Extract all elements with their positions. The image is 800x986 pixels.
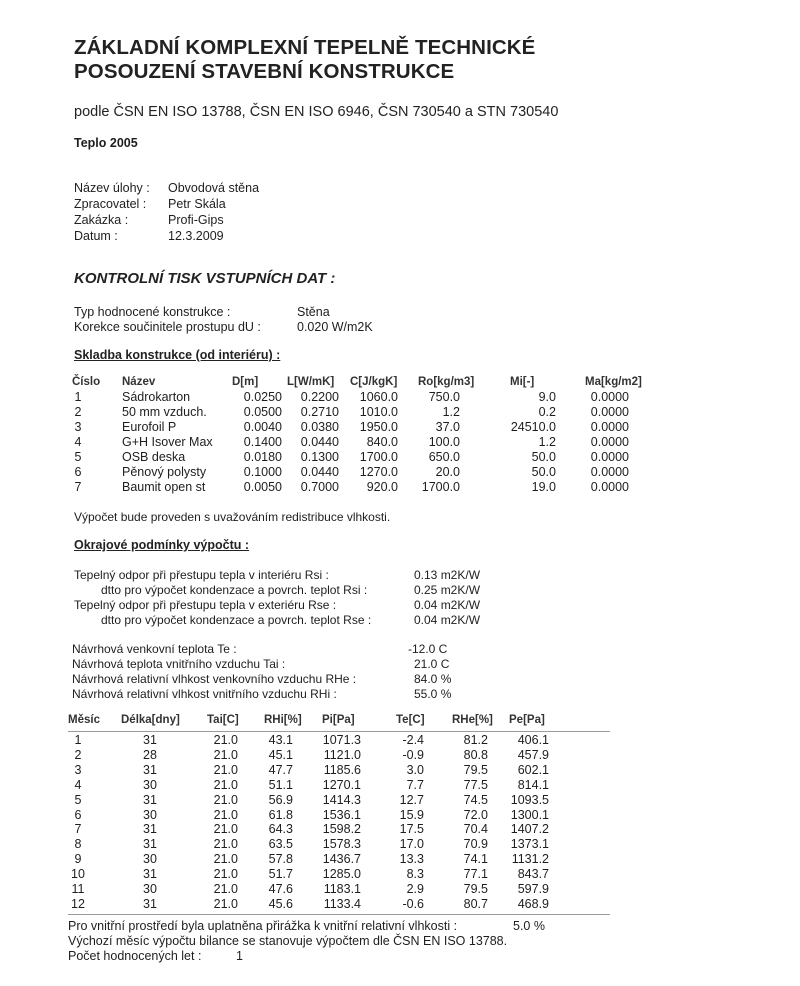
- layer-cell: G+H Isover Max: [122, 435, 213, 449]
- month-cell: 13.3: [399, 852, 424, 867]
- month-cell: 17.5: [399, 822, 424, 837]
- layer-cell: Sádrokarton: [122, 390, 191, 404]
- month-cell: -0.9: [402, 747, 424, 762]
- layer-cell: 0.0000: [590, 480, 629, 494]
- layer-cell: 19.0: [531, 480, 556, 494]
- col-header-month: Měsíc: [68, 714, 100, 726]
- month-cell: 1285.0: [322, 867, 361, 882]
- layer-cell: 0.0000: [590, 390, 629, 404]
- month-cell: 31: [143, 762, 157, 777]
- month-cell: 1598.2: [322, 822, 361, 837]
- layer-cell: Eurofoil P: [122, 420, 177, 434]
- month-cell: 21.0: [213, 792, 238, 807]
- rse-value: 0.04 m2K/W: [414, 598, 481, 612]
- info-label-date: Datum :: [74, 229, 118, 243]
- month-cell: 79.5: [463, 882, 488, 896]
- footer-divider: [68, 914, 610, 915]
- rhi-label: Návrhová relativní vlhkost vnitřního vzduchu RHi :: [72, 687, 337, 701]
- layer-cell: Baumit open st: [122, 480, 206, 494]
- month-cell: 21.0: [213, 852, 238, 867]
- month-cell: 21.0: [213, 777, 238, 792]
- col-header-rhe: RHe[%]: [452, 714, 493, 726]
- rhe-value: 84.0 %: [414, 672, 452, 686]
- month-cell: 81.2: [463, 733, 488, 747]
- month-cell: 1121.0: [323, 747, 361, 762]
- layer-cell: 0.0000: [590, 450, 629, 464]
- col-header-number: Číslo: [72, 376, 101, 388]
- layer-cell: 1.2: [442, 405, 460, 419]
- layer-cell: 0.2710: [300, 405, 339, 419]
- month-cell: 11: [71, 882, 85, 896]
- month-cell: 1407.2: [510, 822, 549, 837]
- month-cell: 80.8: [463, 747, 488, 762]
- month-cell: 12.7: [399, 792, 424, 807]
- info-value-order: Profi-Gips: [168, 213, 224, 227]
- month-cell: 21.0: [213, 867, 238, 882]
- tai-label: Návrhová teplota vnitřního vzduchu Tai :: [72, 657, 286, 671]
- month-cell: 64.3: [268, 822, 293, 837]
- layer-cell: 0.0050: [243, 480, 282, 494]
- col-header-days: Délka[dny]: [121, 714, 180, 726]
- month-cell: 30: [143, 852, 157, 867]
- layer-cell: 1060.0: [359, 390, 398, 404]
- construction-type-label: Typ hodnocené konstrukce :: [74, 305, 231, 319]
- month-cell: 1300.1: [510, 807, 549, 822]
- col-header-pe: Pe[Pa]: [509, 714, 545, 726]
- rhe-label: Návrhová relativní vlhkost venkovního vzduchu RHe :: [72, 672, 357, 686]
- month-cell: 7: [74, 822, 82, 837]
- info-value-author: Petr Skála: [168, 197, 226, 211]
- month-cell: 45.1: [268, 747, 293, 762]
- month-cell: 51.7: [268, 867, 293, 882]
- standards-line: podle ČSN EN ISO 13788, ČSN EN ISO 6946, ČSN 730540 a STN 730540: [74, 104, 559, 120]
- col-header-pi: Pi[Pa]: [322, 714, 355, 726]
- te-label: Návrhová venkovní teplota Te :: [72, 642, 237, 656]
- layer-cell: 2: [74, 405, 82, 419]
- col-header-name: Název: [122, 376, 156, 388]
- layer-cell: 0.0440: [300, 435, 339, 449]
- info-label-author: Zpracovatel :: [74, 197, 147, 211]
- month-cell: 31: [143, 822, 157, 837]
- month-cell: 8.3: [406, 867, 424, 882]
- years-label: Počet hodnocených let :: [68, 949, 202, 963]
- month-cell: 21.0: [213, 837, 238, 852]
- month-cell: 31: [143, 792, 157, 807]
- month-cell: 1071.3: [322, 733, 361, 747]
- col-header-heat-capacity: C[J/kgK]: [350, 376, 398, 388]
- layer-cell: 50.0: [531, 465, 556, 479]
- month-cell: 70.9: [463, 837, 488, 852]
- layer-cell: OSB deska: [122, 450, 186, 464]
- layer-cell: 50 mm vzduch.: [122, 405, 207, 419]
- month-cell: 43.1: [268, 733, 293, 747]
- layer-cell: 1700.0: [421, 480, 460, 494]
- layer-cell: 0.0500: [243, 405, 282, 419]
- month-cell: 51.1: [268, 777, 293, 792]
- month-cell: 77.5: [463, 777, 488, 792]
- month-cell: 17.0: [399, 837, 424, 852]
- info-value-date: 12.3.2009: [168, 229, 224, 243]
- month-cell: 45.6: [268, 896, 293, 911]
- humidity-surcharge-label: Pro vnitřní prostředí byla uplatněna přirážka k vnitřní relativní vlhkosti :: [68, 919, 458, 933]
- info-value-task: Obvodová stěna: [168, 181, 260, 195]
- layer-cell: 3: [74, 420, 82, 434]
- humidity-surcharge-value: 5.0 %: [513, 919, 545, 933]
- month-cell: 80.7: [463, 896, 488, 911]
- month-cell: 468.9: [517, 896, 549, 911]
- month-cell: 21.0: [213, 896, 238, 911]
- month-cell: 47.6: [268, 882, 293, 896]
- month-cell: -2.4: [402, 733, 424, 747]
- layer-cell: 0.7000: [300, 480, 339, 494]
- layer-cell: 20.0: [435, 465, 460, 479]
- layer-cell: 0.0000: [590, 420, 629, 434]
- month-cell: 2.9: [406, 882, 424, 896]
- du-value: 0.020 W/m2K: [297, 320, 373, 334]
- layer-cell: 1: [74, 390, 82, 404]
- rse-condensation-value: 0.04 m2K/W: [414, 613, 481, 627]
- layer-cell: 920.0: [366, 480, 398, 494]
- month-cell: 61.8: [268, 807, 293, 822]
- years-value: 1: [236, 949, 243, 963]
- month-cell: 79.5: [463, 762, 488, 777]
- rsi-value: 0.13 m2K/W: [414, 568, 481, 582]
- month-cell: 21.0: [213, 882, 238, 896]
- month-cell: 63.5: [268, 837, 293, 852]
- te-value: -12.0 C: [408, 642, 448, 656]
- info-label-task: Název úlohy :: [74, 181, 150, 195]
- month-cell: 2: [74, 747, 82, 762]
- month-cell: 1270.1: [322, 777, 361, 792]
- col-header-tai: Tai[C]: [207, 714, 239, 726]
- rsi-label: Tepelný odpor při přestupu tepla v interiéru Rsi :: [74, 568, 329, 582]
- info-label-order: Zakázka :: [74, 213, 129, 227]
- month-cell: 72.0: [463, 807, 488, 822]
- report-title-line1: ZÁKLADNÍ KOMPLEXNÍ TEPELNĚ TECHNICKÉ: [74, 36, 536, 59]
- month-cell: 31: [143, 733, 157, 747]
- month-cell: 77.1: [463, 867, 488, 882]
- month-cell: 74.5: [463, 792, 488, 807]
- month-cell: 21.0: [213, 747, 238, 762]
- layer-cell: 9.0: [538, 390, 556, 404]
- rse-label: Tepelný odpor při přestupu tepla v exteriéru Rse :: [74, 598, 337, 612]
- col-header-ma: Ma[kg/m2]: [585, 376, 642, 388]
- month-cell: 28: [143, 747, 157, 762]
- month-cell: 21.0: [213, 733, 238, 747]
- month-cell: 1133.4: [323, 896, 361, 911]
- month-cell: 56.9: [268, 792, 293, 807]
- month-cell: 31: [143, 896, 157, 911]
- month-cell: 7.7: [406, 777, 424, 792]
- layer-cell: 1950.0: [359, 420, 398, 434]
- construction-type-value: Stěna: [297, 305, 330, 319]
- month-cell: 8: [74, 837, 82, 852]
- layer-cell: 0.0040: [243, 420, 282, 434]
- month-cell: 5: [74, 792, 82, 807]
- layer-cell: 0.2200: [300, 390, 339, 404]
- layer-cell: 1.2: [538, 435, 556, 449]
- month-cell: 31: [143, 867, 157, 882]
- layer-cell: 0.1000: [243, 465, 282, 479]
- layer-cell: 100.0: [428, 435, 460, 449]
- tai-value: 21.0 C: [414, 657, 450, 671]
- month-cell: 6: [74, 807, 82, 822]
- month-cell: 30: [143, 807, 157, 822]
- month-cell: 1578.3: [322, 837, 361, 852]
- rhi-value: 55.0 %: [414, 687, 452, 701]
- layer-cell: 0.0180: [243, 450, 282, 464]
- layer-cell: 50.0: [531, 450, 556, 464]
- month-cell: 21.0: [213, 822, 238, 837]
- month-cell: 1373.1: [510, 837, 549, 852]
- col-header-density: Ro[kg/m3]: [418, 376, 475, 388]
- month-cell: 21.0: [213, 762, 238, 777]
- layers-heading: Skladba konstrukce (od interiéru) :: [74, 348, 281, 362]
- layer-cell: 4: [74, 435, 82, 449]
- month-cell: 4: [74, 777, 82, 792]
- month-cell: 9: [74, 852, 82, 867]
- month-cell: 70.4: [463, 822, 488, 837]
- month-cell: 31: [143, 837, 157, 852]
- layer-cell: 1010.0: [359, 405, 398, 419]
- layer-cell: 0.2: [538, 405, 556, 419]
- layer-cell: 650.0: [428, 450, 460, 464]
- layer-cell: 0.1400: [243, 435, 282, 449]
- layer-cell: 750.0: [428, 390, 460, 404]
- month-cell: 602.1: [517, 762, 549, 777]
- layer-cell: 37.0: [435, 420, 460, 434]
- du-label: Korekce součinitele prostupu dU :: [74, 320, 261, 334]
- month-cell: 1185.6: [323, 762, 361, 777]
- month-cell: 10: [71, 867, 85, 882]
- layer-cell: 24510.0: [510, 420, 556, 434]
- month-cell: 21.0: [213, 807, 238, 822]
- layer-cell: 6: [74, 465, 82, 479]
- month-cell: 1093.5: [510, 792, 549, 807]
- header-divider: [68, 731, 610, 732]
- layer-cell: 0.0000: [590, 405, 629, 419]
- software-name: Teplo 2005: [74, 136, 138, 150]
- layer-cell: 0.0380: [300, 420, 339, 434]
- month-cell: 1: [74, 733, 82, 747]
- month-cell: 3.0: [406, 762, 424, 777]
- report-title-line2: POSOUZENÍ STAVEBNÍ KONSTRUKCE: [74, 60, 455, 83]
- start-month-note: Výchozí měsíc výpočtu bilance se stanovuje výpočtem dle ČSN EN ISO 13788.: [68, 934, 508, 948]
- layer-cell: 840.0: [366, 435, 398, 449]
- layer-cell: 1270.0: [359, 465, 398, 479]
- month-cell: 30: [143, 882, 157, 896]
- month-cell: 1131.2: [511, 852, 549, 867]
- rsi-condensation-label: dtto pro výpočet kondenzace a povrch. teplot Rsi :: [101, 583, 368, 597]
- redistribution-note: Výpočet bude proveden s uvažováním redistribuce vlhkosti.: [74, 510, 391, 524]
- layer-cell: 0.0000: [590, 465, 629, 479]
- input-data-heading: KONTROLNÍ TISK VSTUPNÍCH DAT :: [74, 270, 336, 287]
- boundary-heading: Okrajové podmínky výpočtu :: [74, 538, 250, 552]
- layer-cell: 0.0000: [590, 435, 629, 449]
- month-cell: 814.1: [517, 777, 549, 792]
- month-cell: 30: [143, 777, 157, 792]
- rse-condensation-label: dtto pro výpočet kondenzace a povrch. teplot Rse :: [101, 613, 372, 627]
- layer-cell: Pěnový polysty: [122, 465, 207, 479]
- rsi-condensation-value: 0.25 m2K/W: [414, 583, 481, 597]
- month-cell: 47.7: [268, 762, 293, 777]
- month-cell: 1183.1: [323, 882, 361, 896]
- col-header-mi: Mi[-]: [510, 376, 535, 388]
- col-header-thickness: D[m]: [232, 376, 259, 388]
- month-cell: 1536.1: [322, 807, 361, 822]
- month-cell: 3: [74, 762, 82, 777]
- month-cell: 843.7: [517, 867, 549, 882]
- month-cell: 12: [71, 896, 85, 911]
- month-cell: -0.6: [402, 896, 424, 911]
- layer-cell: 7: [74, 480, 82, 494]
- month-cell: 1436.7: [322, 852, 361, 867]
- layer-cell: 0.1300: [300, 450, 339, 464]
- month-cell: 74.1: [463, 852, 488, 867]
- col-header-te: Te[C]: [396, 714, 425, 726]
- month-cell: 406.1: [517, 733, 549, 747]
- col-header-rhi: RHi[%]: [264, 714, 302, 726]
- col-header-conductivity: L[W/mK]: [287, 376, 335, 388]
- month-cell: 457.9: [517, 747, 549, 762]
- month-cell: 597.9: [517, 882, 549, 896]
- layer-cell: 5: [74, 450, 82, 464]
- layer-cell: 1700.0: [359, 450, 398, 464]
- layer-cell: 0.0440: [300, 465, 339, 479]
- month-cell: 57.8: [268, 852, 293, 867]
- layer-cell: 0.0250: [243, 390, 282, 404]
- month-cell: 15.9: [399, 807, 424, 822]
- month-cell: 1414.3: [322, 792, 361, 807]
